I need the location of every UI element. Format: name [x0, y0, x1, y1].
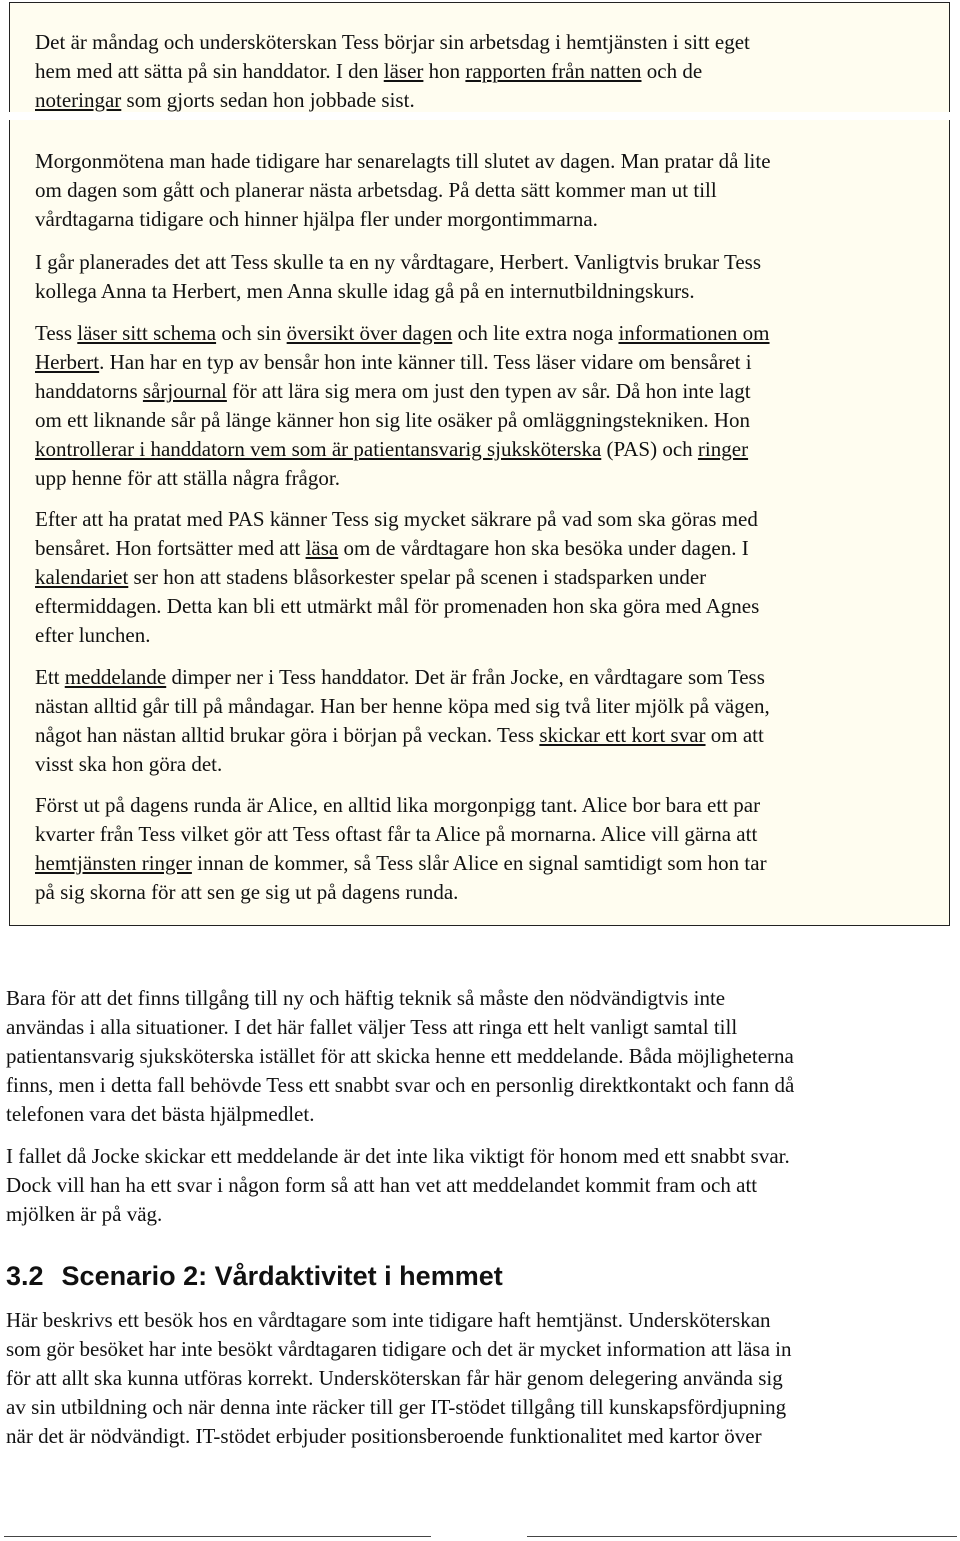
footer-rule-left: [4, 1536, 431, 1537]
text-line: upp henne för att ställa några frågor.: [35, 466, 340, 490]
text-line: I går planerades det att Tess skulle ta en ny vårdtagare, Herbert. Vanligtvis brukar Tess: [35, 250, 761, 274]
text-line: om ett liknande sår på länge känner hon sig lite osäker på omläggningstekniken. Hon: [35, 408, 750, 432]
box-paragraph-7: [35, 791, 935, 907]
text-line: Här beskrivs ett besök hos en vårdtagare som inte tidigare haft hemtjänst. Undersköterskan: [6, 1308, 771, 1332]
underlined-term: informationen om: [618, 321, 770, 345]
underlined-term: ringer: [697, 437, 749, 461]
section-number: 3.2: [6, 1261, 44, 1291]
underlined-term: rapporten från natten: [465, 59, 642, 83]
text-line: Dock vill han ha ett svar i någon form så att han vet att meddelandet kommit fram och att: [6, 1173, 758, 1197]
body-paragraph-3: [6, 1306, 956, 1451]
text-line: noteringar som gjorts sedan hon jobbade sist.: [35, 88, 415, 112]
text-line: efter lunchen.: [35, 623, 151, 647]
box-paragraph-6: [35, 663, 935, 779]
text-line: när det är nödvändigt. IT-stödet erbjuder positionsberoende funktionalitet med kartor över: [6, 1424, 762, 1448]
text-line: finns, men i detta fall behövde Tess ett snabbt svar och en personlig direktkontakt och fann då: [6, 1073, 795, 1097]
underlined-term: kontrollerar i handdatorn vem som är patientansvarig sjuksköterska: [35, 437, 602, 461]
underlined-term: läsa: [305, 536, 339, 560]
text-line: vårdtagarna tidigare och hinner hjälpa fler under morgontimmarna.: [35, 207, 598, 231]
underlined-term: sårjournal: [142, 379, 227, 403]
box-paragraph-5: [35, 505, 935, 650]
underlined-term: läser: [383, 59, 424, 83]
text-line: Herbert. Han har en typ av bensår hon inte känner till. Tess läser vidare om bensåret i: [35, 350, 752, 374]
text-line: kollega Anna ta Herbert, men Anna skulle idag gå på en internutbildningskurs.: [35, 279, 695, 303]
text-line: hemtjänsten ringer innan de kommer, så Tess slår Alice en signal samtidigt som hon tar: [35, 851, 767, 875]
text-line: Ett meddelande dimper ner i Tess handdator. Det är från Jocke, en vårdtagare som Tess: [35, 665, 765, 689]
text-line: mjölken är på väg.: [6, 1202, 163, 1226]
text-line: kalendariet ser hon att stadens blåsorkester spelar på scenen i stadsparken under: [35, 565, 707, 589]
text-line: telefonen vara det bästa hjälpmedlet.: [6, 1102, 315, 1126]
text-line: visst ska hon göra det.: [35, 752, 223, 776]
text-line: för att allt ska kunna utföras korrekt. Undersköterskan får här genom delegering använda sig: [6, 1366, 783, 1390]
underlined-term: noteringar: [35, 88, 122, 112]
underlined-term: meddelande: [64, 665, 167, 689]
text-line: om dagen som gått och planerar nästa arbetsdag. På detta sätt kommer man ut till: [35, 178, 717, 202]
section-title: Scenario 2: Vårdaktivitet i hemmet: [61, 1261, 503, 1291]
box-paragraph-2: [35, 147, 935, 234]
text-line: på sig skorna för att sen ge sig ut på dagens runda.: [35, 880, 459, 904]
underlined-term: skickar ett kort svar: [539, 723, 706, 747]
footer-rule-right: [527, 1536, 957, 1537]
text-line: nästan alltid går till på måndagar. Han ber henne köpa med sig två liter mjölk på vägen,: [35, 694, 770, 718]
text-line: kontrollerar i handdatorn vem som är patientansvarig sjuksköterska (PAS) och ringer: [35, 437, 749, 461]
text-line: Bara för att det finns tillgång till ny och häftig teknik så måste den nödvändigtvis inte: [6, 986, 726, 1010]
box-paragraph-3: [35, 248, 935, 306]
body-paragraph-1: [6, 984, 956, 1129]
text-line: bensåret. Hon fortsätter med att läsa om de vårdtagare hon ska besöka under dagen. I: [35, 536, 749, 560]
text-line: av sin utbildning och när denna inte räcker till ger IT-stödet tillgång till kunskapsfördjupning: [6, 1395, 787, 1419]
text-line: Tess läser sitt schema och sin översikt över dagen och lite extra noga informationen om: [35, 321, 770, 345]
text-line: hem med att sätta på sin handdator. I den läser hon rapporten från natten och de: [35, 59, 703, 83]
text-line: I fallet då Jocke skickar ett meddelande är det inte lika viktigt för honom med ett snabbt svar.: [6, 1144, 790, 1168]
box-paragraph-4: [35, 319, 935, 493]
underlined-term: hemtjänsten ringer: [35, 851, 192, 875]
text-line: något han nästan alltid brukar göra i början på veckan. Tess skickar ett kort svar om att: [35, 723, 764, 747]
underlined-term: läser sitt schema: [77, 321, 217, 345]
text-line: patientansvarig sjuksköterska istället för att skicka henne ett meddelande. Båda möjligheterna: [6, 1044, 794, 1068]
body-paragraph-2: [6, 1142, 956, 1229]
box-paragraph-1: [35, 28, 935, 115]
text-line: eftermiddagen. Detta kan bli ett utmärkt mål för promenaden hon ska göra med Agnes: [35, 594, 760, 618]
text-line: användas i alla situationer. I det här fallet väljer Tess att ringa ett helt vanligt samtal till: [6, 1015, 738, 1039]
text-line: handdatorns sårjournal för att lära sig mera om just den typen av sår. Då hon inte lagt: [35, 379, 751, 403]
text-line: Först ut på dagens runda är Alice, en alltid lika morgonpigg tant. Alice bor bara ett par: [35, 793, 761, 817]
text-line: kvarter från Tess vilket gör att Tess oftast får ta Alice på mornarna. Alice vill gärna att: [35, 822, 758, 846]
text-line: Det är måndag och undersköterskan Tess börjar sin arbetsdag i hemtjänsten i sitt eget: [35, 30, 750, 54]
underlined-term: kalendariet: [35, 565, 129, 589]
text-line: som gör besöket har inte besökt vårdtagaren tidigare och det är mycket information att läsa in: [6, 1337, 792, 1361]
underlined-term: Herbert: [35, 350, 100, 374]
text-line: Morgonmötena man hade tidigare har senarelagts till slutet av dagen. Man pratar då lite: [35, 149, 771, 173]
underlined-term: översikt över dagen: [286, 321, 453, 345]
section-heading: [6, 1258, 503, 1294]
text-line: Efter att ha pratat med PAS känner Tess sig mycket säkrare på vad som ska göras med: [35, 507, 758, 531]
